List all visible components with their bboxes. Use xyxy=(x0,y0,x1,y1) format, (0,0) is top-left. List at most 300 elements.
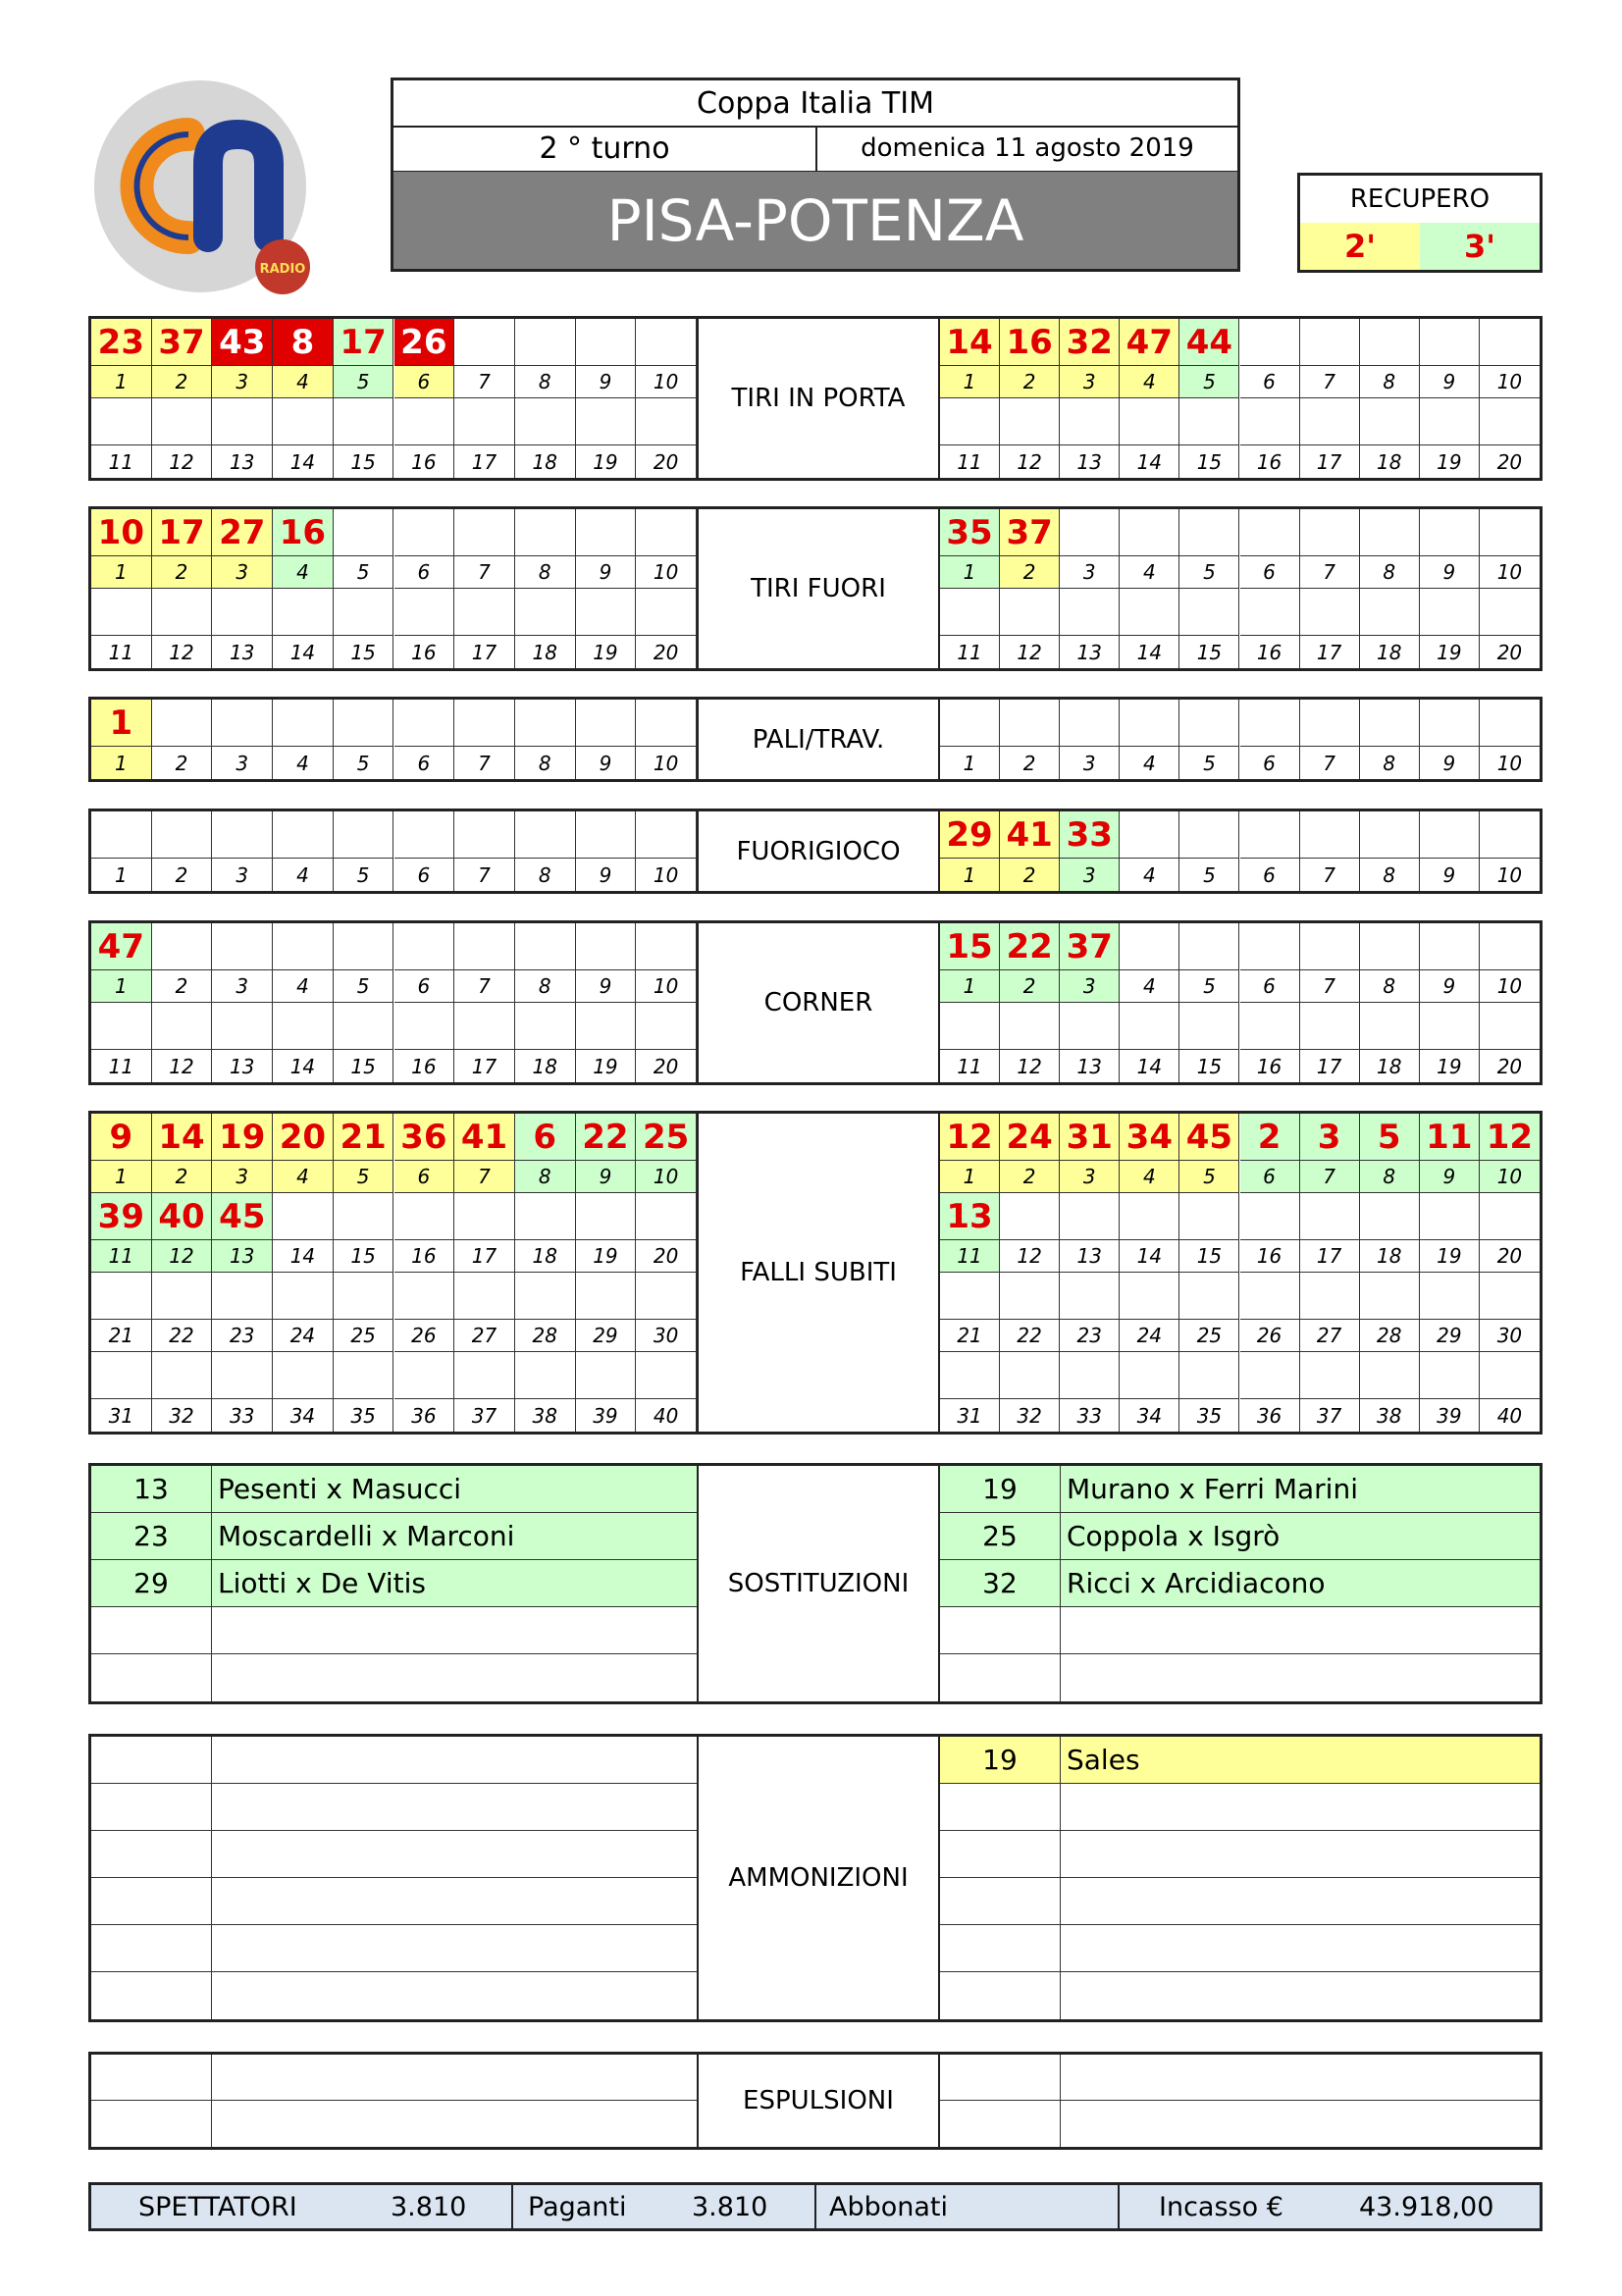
away-index-cell: 5 xyxy=(1179,366,1239,398)
home-index-cell: 7 xyxy=(454,556,515,589)
attendance-footer xyxy=(88,2182,1543,2231)
list-minute xyxy=(91,1737,212,1783)
away-minute-cell xyxy=(1300,1003,1360,1050)
home-minute-cell: 6 xyxy=(515,1114,576,1161)
sostituzioni-away xyxy=(940,1466,1540,1701)
away-minute-cell xyxy=(1000,589,1060,636)
away-index-cell: 25 xyxy=(1179,1320,1239,1352)
list-player xyxy=(1061,1878,1540,1924)
ammonizioni-section xyxy=(88,1734,1543,2022)
away-minute-cell xyxy=(1060,398,1120,445)
away-minute-cell xyxy=(1360,923,1420,970)
home-index-cell: 10 xyxy=(636,859,697,891)
away-index-cell: 28 xyxy=(1360,1320,1420,1352)
away-minute-cell xyxy=(940,398,1000,445)
list-minute: 19 xyxy=(940,1466,1061,1512)
home-index-cell: 3 xyxy=(212,970,273,1003)
away-index-cell: 24 xyxy=(1120,1320,1179,1352)
away-index-cell: 16 xyxy=(1240,1240,1300,1273)
home-minute-cell xyxy=(576,700,637,747)
home-index-cell: 29 xyxy=(576,1320,637,1352)
away-index-cell: 15 xyxy=(1179,1050,1239,1082)
away-minute-cell: 11 xyxy=(1420,1114,1480,1161)
away-index-cell: 6 xyxy=(1240,1161,1300,1193)
away-index-cell: 5 xyxy=(1179,859,1239,891)
away-minute-cell: 2 xyxy=(1240,1114,1300,1161)
away-minute-cell xyxy=(1179,1273,1239,1320)
home-index-cell: 28 xyxy=(515,1320,576,1352)
away-index-cell: 18 xyxy=(1360,445,1420,478)
away-minute-cell: 22 xyxy=(1000,923,1060,970)
away-minute-cell xyxy=(1179,589,1239,636)
away-minute-cell xyxy=(1420,1003,1480,1050)
ammonizioni-away xyxy=(940,1737,1540,2019)
away-index-cell: 17 xyxy=(1300,445,1360,478)
home-index-cell: 8 xyxy=(515,859,576,891)
away-index-cell: 13 xyxy=(1060,445,1120,478)
away-index-cell: 7 xyxy=(1300,970,1360,1003)
home-minute-cell xyxy=(91,1003,152,1050)
home-index-cell: 14 xyxy=(273,445,334,478)
ammonizioni-label: AMMONIZIONI xyxy=(697,1737,940,2019)
home-minute-cell: 26 xyxy=(394,319,455,366)
list-player: Ricci x Arcidiacono xyxy=(1067,1567,1326,1599)
home-minute-cell xyxy=(334,923,394,970)
away-index-cell: 21 xyxy=(940,1320,1000,1352)
home-minute-cell xyxy=(515,1273,576,1320)
home-index-cell: 4 xyxy=(273,556,334,589)
home-index-cell: 19 xyxy=(576,636,637,668)
list-minute xyxy=(91,1784,212,1830)
away-minute-cell xyxy=(1420,700,1480,747)
away-index-cell: 9 xyxy=(1420,747,1480,779)
home-index-cell: 37 xyxy=(454,1399,515,1432)
home-index-cell: 8 xyxy=(515,556,576,589)
away-minute-cell xyxy=(1060,1273,1120,1320)
away-minute-cell xyxy=(940,1273,1000,1320)
home-minute-cell xyxy=(515,319,576,366)
list-player xyxy=(1061,1784,1540,1830)
home-minute-cell: 36 xyxy=(394,1114,455,1161)
home-index-cell: 11 xyxy=(91,1050,152,1082)
away-index-cell: 2 xyxy=(1000,1161,1060,1193)
home-index-cell: 10 xyxy=(636,556,697,589)
away-index-cell: 2 xyxy=(1000,366,1060,398)
away-minute-cell xyxy=(1240,319,1300,366)
recupero-second-half: 3' xyxy=(1420,223,1540,270)
home-index-cell: 24 xyxy=(273,1320,334,1352)
away-minute-cell xyxy=(1360,509,1420,556)
sostituzioni-home xyxy=(91,1466,697,1701)
home-index-cell: 40 xyxy=(636,1399,697,1432)
away-minute-cell xyxy=(1480,1273,1540,1320)
away-index-cell: 4 xyxy=(1120,747,1179,779)
home-minute-cell: 23 xyxy=(91,319,152,366)
away-index-cell: 4 xyxy=(1120,970,1179,1003)
home-index-cell: 3 xyxy=(212,747,273,779)
home-index-cell: 6 xyxy=(394,556,455,589)
home-index-cell: 16 xyxy=(394,1240,455,1273)
home-index-cell: 1 xyxy=(91,970,152,1003)
home-index-cell: 6 xyxy=(394,747,455,779)
list-minute xyxy=(91,2101,212,2147)
home-index-cell: 7 xyxy=(454,366,515,398)
home-minute-cell xyxy=(515,923,576,970)
home-index-cell: 22 xyxy=(152,1320,213,1352)
home-minute-cell xyxy=(212,589,273,636)
paganti-label: Paganti xyxy=(528,2191,627,2222)
home-minute-cell xyxy=(515,700,576,747)
home-minute-cell xyxy=(636,1273,697,1320)
list-row xyxy=(91,1831,697,1878)
away-index-cell: 37 xyxy=(1300,1399,1360,1432)
away-index-cell: 6 xyxy=(1240,556,1300,589)
away-minute-cell xyxy=(1240,509,1300,556)
home-minute-cell: 17 xyxy=(334,319,394,366)
home-index-cell: 19 xyxy=(576,1050,637,1082)
ammonizioni-home xyxy=(91,1737,697,2019)
away-minute-cell xyxy=(1360,1352,1420,1399)
away-index-cell: 12 xyxy=(1000,636,1060,668)
home-index-cell: 25 xyxy=(334,1320,394,1352)
away-index-cell: 4 xyxy=(1120,556,1179,589)
away-minute-cell: 37 xyxy=(1000,509,1060,556)
round-date-row xyxy=(393,126,1237,174)
list-player xyxy=(1061,1972,1540,2019)
list-minute xyxy=(91,1878,212,1924)
home-minute-cell: 16 xyxy=(273,509,334,556)
away-minute-cell xyxy=(1060,700,1120,747)
list-row xyxy=(91,1925,697,1972)
list-player xyxy=(212,1831,697,1877)
away-minute-cell xyxy=(1360,700,1420,747)
incasso-label: Incasso € xyxy=(1159,2191,1283,2222)
section-tiri-fuori xyxy=(88,506,1543,671)
home-minute-cell xyxy=(91,811,152,859)
home-minute-cell xyxy=(334,509,394,556)
away-minute-cell xyxy=(1420,1352,1480,1399)
away-minute-cell xyxy=(1120,811,1179,859)
away-index-cell: 14 xyxy=(1120,1050,1179,1082)
away-index-cell: 35 xyxy=(1179,1399,1239,1432)
home-minute-cell xyxy=(576,1003,637,1050)
home-index-cell: 9 xyxy=(576,859,637,891)
home-index-cell: 5 xyxy=(334,970,394,1003)
away-index-cell: 17 xyxy=(1300,1240,1360,1273)
home-index-cell: 5 xyxy=(334,747,394,779)
away-index-cell: 9 xyxy=(1420,970,1480,1003)
home-minute-cell xyxy=(636,1003,697,1050)
away-index-cell: 8 xyxy=(1360,366,1420,398)
home-index-cell: 11 xyxy=(91,1240,152,1273)
home-minute-cell xyxy=(515,1352,576,1399)
home-minute-cell xyxy=(212,1352,273,1399)
home-minute-cell: 17 xyxy=(152,509,213,556)
home-minute-cell xyxy=(636,509,697,556)
away-index-cell: 9 xyxy=(1420,366,1480,398)
away-index-cell: 8 xyxy=(1360,556,1420,589)
away-index-cell: 3 xyxy=(1060,556,1120,589)
away-minute-cell: 14 xyxy=(940,319,1000,366)
list-player: Moscardelli x Marconi xyxy=(218,1520,515,1552)
list-row xyxy=(940,2055,1540,2101)
home-index-cell: 1 xyxy=(91,747,152,779)
espulsioni-away xyxy=(940,2055,1540,2147)
away-minute-cell xyxy=(1300,1352,1360,1399)
away-minute-cell: 12 xyxy=(1480,1114,1540,1161)
home-minute-cell xyxy=(636,811,697,859)
away-index-cell: 1 xyxy=(940,859,1000,891)
home-minute-cell xyxy=(636,398,697,445)
recupero-box xyxy=(1297,173,1543,273)
list-player xyxy=(212,1607,697,1653)
away-minute-cell xyxy=(1000,398,1060,445)
section-label: CORNER xyxy=(697,923,940,1082)
list-minute: 32 xyxy=(940,1560,1061,1606)
home-index-cell: 4 xyxy=(273,1161,334,1193)
away-minute-cell xyxy=(1480,700,1540,747)
home-minute-cell xyxy=(152,589,213,636)
home-index-cell: 5 xyxy=(334,556,394,589)
home-minute-cell xyxy=(576,923,637,970)
away-minute-cell: 3 xyxy=(1300,1114,1360,1161)
home-minute-cell xyxy=(273,398,334,445)
home-index-cell: 9 xyxy=(576,970,637,1003)
home-minute-cell xyxy=(152,1003,213,1050)
home-minute-cell xyxy=(273,1003,334,1050)
away-minute-cell xyxy=(1179,1003,1239,1050)
away-minute-cell xyxy=(1060,589,1120,636)
away-index-cell: 22 xyxy=(1000,1320,1060,1352)
away-index-cell: 2 xyxy=(1000,556,1060,589)
away-index-cell: 5 xyxy=(1179,1161,1239,1193)
home-index-cell: 18 xyxy=(515,636,576,668)
home-minute-cell: 47 xyxy=(91,923,152,970)
away-minute-cell xyxy=(1300,509,1360,556)
home-minute-cell xyxy=(454,1003,515,1050)
home-index-cell: 23 xyxy=(212,1320,273,1352)
home-index-cell: 7 xyxy=(454,1161,515,1193)
away-minute-cell xyxy=(1420,811,1480,859)
list-minute xyxy=(940,1925,1061,1971)
home-index-cell: 19 xyxy=(576,1240,637,1273)
list-player xyxy=(1061,1925,1540,1971)
away-minute-cell xyxy=(1420,1193,1480,1240)
away-index-cell: 23 xyxy=(1060,1320,1120,1352)
home-index-cell: 18 xyxy=(515,445,576,478)
away-minute-cell xyxy=(1420,398,1480,445)
list-player xyxy=(212,1925,697,1971)
logo xyxy=(90,80,318,296)
away-minute-cell xyxy=(1300,811,1360,859)
away-minute-cell xyxy=(1300,700,1360,747)
away-minute-cell xyxy=(1480,1352,1540,1399)
away-index-cell: 19 xyxy=(1420,445,1480,478)
away-minute-cell xyxy=(1240,398,1300,445)
away-index-cell: 18 xyxy=(1360,636,1420,668)
list-row xyxy=(91,1737,697,1784)
away-minute-cell xyxy=(1060,509,1120,556)
away-index-cell: 7 xyxy=(1300,556,1360,589)
section-label: FUORIGIOCO xyxy=(697,811,940,891)
list-minute xyxy=(940,1654,1061,1701)
home-minute-cell xyxy=(394,923,455,970)
away-index-cell: 2 xyxy=(1000,970,1060,1003)
away-minute-cell xyxy=(1120,700,1179,747)
away-minute-cell xyxy=(1480,811,1540,859)
home-minute-cell xyxy=(454,1193,515,1240)
home-minute-cell xyxy=(515,1193,576,1240)
home-minute-cell xyxy=(636,700,697,747)
away-minute-cell: 44 xyxy=(1179,319,1239,366)
away-minute-cell xyxy=(1240,811,1300,859)
list-row xyxy=(91,1466,697,1513)
away-minute-cell xyxy=(1179,811,1239,859)
away-index-cell: 38 xyxy=(1360,1399,1420,1432)
list-row xyxy=(91,1513,697,1560)
away-index-cell: 11 xyxy=(940,445,1000,478)
home-minute-cell xyxy=(273,1352,334,1399)
list-row xyxy=(91,2055,697,2101)
away-minute-cell xyxy=(1480,589,1540,636)
away-index-cell: 15 xyxy=(1179,636,1239,668)
cn-logo-icon xyxy=(90,80,318,296)
home-index-cell: 9 xyxy=(576,747,637,779)
home-index-cell: 1 xyxy=(91,859,152,891)
away-index-cell: 19 xyxy=(1420,1240,1480,1273)
home-index-cell: 14 xyxy=(273,1240,334,1273)
away-minute-cell: 24 xyxy=(1000,1114,1060,1161)
home-minute-cell xyxy=(212,398,273,445)
list-row xyxy=(91,1560,697,1607)
round-label: 2 ° turno xyxy=(393,126,817,171)
home-index-cell: 6 xyxy=(394,1161,455,1193)
away-index-cell: 20 xyxy=(1496,449,1523,474)
home-minute-cell: 8 xyxy=(273,319,334,366)
home-index-cell: 21 xyxy=(91,1320,152,1352)
home-minute-cell xyxy=(394,700,455,747)
home-minute-cell xyxy=(636,319,697,366)
away-index-cell: 2 xyxy=(1000,859,1060,891)
match-date: domenica 11 agosto 2019 xyxy=(861,133,1194,163)
away-minute-cell xyxy=(1000,1003,1060,1050)
list-minute xyxy=(940,1972,1061,2019)
home-index-cell: 9 xyxy=(576,1161,637,1193)
list-player xyxy=(212,1654,697,1701)
list-minute: 23 xyxy=(91,1513,212,1559)
list-player: Pesenti x Masucci xyxy=(218,1473,462,1505)
home-index-cell: 35 xyxy=(334,1399,394,1432)
away-index-cell: 7 xyxy=(1300,859,1360,891)
away-minute-cell xyxy=(1300,319,1360,366)
away-minute-cell xyxy=(1360,1273,1420,1320)
away-minute-cell: 16 xyxy=(1000,319,1060,366)
away-minute-cell xyxy=(1480,1003,1540,1050)
home-minute-cell xyxy=(454,1273,515,1320)
away-index-cell: 10 xyxy=(1480,556,1540,589)
away-index-cell: 33 xyxy=(1060,1399,1120,1432)
away-minute-cell xyxy=(1360,811,1420,859)
home-index-cell: 2 xyxy=(152,366,213,398)
away-minute-cell xyxy=(1300,398,1360,445)
home-minute-cell: 25 xyxy=(636,1114,697,1161)
away-index-cell: 17 xyxy=(1300,1050,1360,1082)
list-player xyxy=(212,1737,697,1783)
away-index-cell: 1 xyxy=(940,1161,1000,1193)
home-index-cell: 27 xyxy=(454,1320,515,1352)
home-index-cell: 2 xyxy=(152,970,213,1003)
list-minute xyxy=(940,1878,1061,1924)
away-index-cell: 17 xyxy=(1300,636,1360,668)
away-index-cell: 4 xyxy=(1120,859,1179,891)
away-index-cell: 11 xyxy=(940,1050,1000,1082)
away-index-cell: 9 xyxy=(1420,859,1480,891)
away-minute-cell xyxy=(1300,1273,1360,1320)
home-index-cell: 4 xyxy=(273,859,334,891)
sostituzioni-section xyxy=(88,1463,1543,1704)
list-row xyxy=(91,1878,697,1925)
home-index-cell: 4 xyxy=(273,366,334,398)
home-minute-cell xyxy=(454,398,515,445)
home-minute-cell xyxy=(515,509,576,556)
away-minute-cell xyxy=(1120,1352,1179,1399)
home-index-cell: 12 xyxy=(152,1050,213,1082)
list-row xyxy=(940,2101,1540,2147)
home-minute-cell xyxy=(91,1273,152,1320)
away-minute-cell xyxy=(1420,509,1480,556)
away-index-cell: 20 xyxy=(1480,1240,1540,1273)
list-player: Liotti x De Vitis xyxy=(218,1567,426,1599)
home-minute-cell xyxy=(334,1352,394,1399)
home-minute-cell xyxy=(515,811,576,859)
home-minute-cell xyxy=(454,1352,515,1399)
incasso-value: 43.918,00 xyxy=(1359,2191,1494,2222)
home-minute-cell: 45 xyxy=(212,1193,273,1240)
home-minute-cell xyxy=(576,509,637,556)
home-minute-cell xyxy=(273,1193,334,1240)
home-minute-cell xyxy=(273,811,334,859)
away-index-cell: 20 xyxy=(1496,640,1523,664)
away-minute-cell: 32 xyxy=(1060,319,1120,366)
away-minute-cell xyxy=(1120,1193,1179,1240)
away-index-cell: 16 xyxy=(1240,1050,1300,1082)
away-minute-cell: 12 xyxy=(940,1114,1000,1161)
away-index-cell: 5 xyxy=(1179,970,1239,1003)
home-minute-cell: 41 xyxy=(454,1114,515,1161)
home-minute-cell xyxy=(454,589,515,636)
away-minute-cell xyxy=(1060,1003,1120,1050)
home-index-cell: 11 xyxy=(91,445,152,478)
section-fuorigioco xyxy=(88,809,1543,894)
home-index-cell: 33 xyxy=(212,1399,273,1432)
away-minute-cell xyxy=(1420,1273,1480,1320)
home-index-cell: 3 xyxy=(212,1161,273,1193)
home-minute-cell xyxy=(576,1273,637,1320)
home-index-cell: 10 xyxy=(636,970,697,1003)
home-minute-cell xyxy=(576,589,637,636)
home-minute-cell xyxy=(334,1003,394,1050)
home-minute-cell xyxy=(152,1273,213,1320)
home-minute-cell xyxy=(91,589,152,636)
home-minute-cell xyxy=(273,700,334,747)
away-index-cell: 40 xyxy=(1496,1403,1523,1428)
away-minute-cell: 33 xyxy=(1060,811,1120,859)
list-minute xyxy=(91,1607,212,1653)
home-index-cell: 17 xyxy=(454,1050,515,1082)
away-minute-cell xyxy=(940,1003,1000,1050)
away-index-cell: 8 xyxy=(1360,970,1420,1003)
home-index-cell: 13 xyxy=(212,445,273,478)
